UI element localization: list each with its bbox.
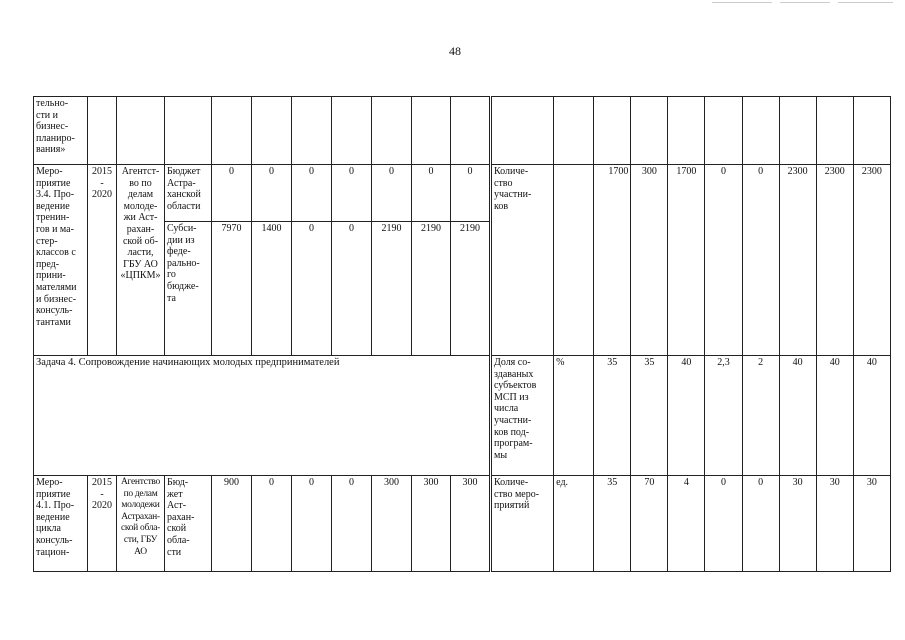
indicator-value-cell: 40 bbox=[816, 356, 853, 476]
value-cell: 0 bbox=[332, 165, 372, 222]
indicator-value-cell: 30 bbox=[816, 476, 853, 572]
indicator-value-cell: 2,3 bbox=[705, 356, 742, 476]
scan-artifact bbox=[838, 2, 893, 3]
value-cell: 0 bbox=[292, 165, 332, 222]
indicators-table bbox=[491, 96, 891, 572]
funding-source-cell: Субси- дии из феде- рально- го бюдже- та bbox=[165, 222, 212, 356]
indicator-value-cell: 300 bbox=[631, 165, 668, 356]
indicator-value-cell: 4 bbox=[668, 476, 705, 572]
value-cell: 1400 bbox=[252, 222, 292, 356]
value-cell: 0 bbox=[212, 165, 252, 222]
indicator-value-cell: 0 bbox=[742, 165, 779, 356]
value-cell: 0 bbox=[451, 165, 490, 222]
activity-name-cell: Меро- приятие 4.1. Про- ведение цикла консуль- тацион- bbox=[34, 476, 88, 572]
activity-name-cell: тельно- сти и бизнес- планиро- вания» bbox=[34, 97, 88, 165]
indicator-value-cell: 35 bbox=[631, 356, 668, 476]
indicator-value-cell: 40 bbox=[779, 356, 816, 476]
indicator-value-cell: 35 bbox=[594, 356, 631, 476]
value-cell: 2190 bbox=[412, 222, 451, 356]
table-row bbox=[492, 97, 891, 165]
executor-cell: Агентство по делам молодежи Астрахан- ской обла- сти, ГБУ АО bbox=[117, 476, 165, 572]
indicator-value-cell: 0 bbox=[742, 476, 779, 572]
indicator-value-cell: 2300 bbox=[779, 165, 816, 356]
value-cell: 0 bbox=[372, 165, 412, 222]
indicator-value-cell: 40 bbox=[853, 356, 890, 476]
table-row bbox=[34, 165, 490, 222]
indicator-value-cell: 2300 bbox=[816, 165, 853, 356]
value-cell: 0 bbox=[252, 165, 292, 222]
value-cell: 0 bbox=[292, 476, 332, 572]
table-row bbox=[34, 97, 490, 165]
unit-cell: % bbox=[554, 356, 594, 476]
value-cell: 2190 bbox=[451, 222, 490, 356]
value-cell: 300 bbox=[451, 476, 490, 572]
unit-cell: ед. bbox=[554, 476, 594, 572]
indicator-value-cell: 1700 bbox=[668, 165, 705, 356]
indicator-cell: Количе- ство меро- приятий bbox=[492, 476, 554, 572]
indicator-value-cell: 70 bbox=[631, 476, 668, 572]
indicator-value-cell: 30 bbox=[779, 476, 816, 572]
value-cell: 0 bbox=[412, 165, 451, 222]
indicator-value-cell: 0 bbox=[705, 476, 742, 572]
scan-artifact bbox=[780, 2, 830, 3]
value-cell: 300 bbox=[372, 476, 412, 572]
table-row bbox=[492, 356, 891, 476]
value-cell: 0 bbox=[332, 476, 372, 572]
task-heading: Задача 4. Сопровождение начинающих молодых предпринимателей bbox=[34, 356, 490, 476]
indicator-value-cell: 1700 bbox=[594, 165, 631, 356]
activity-name-cell: Меро- приятие 3.4. Про- ведение тренин- гов и ма- стер- классов с пред- прини- мателями и бизнес- консуль- тантами bbox=[34, 165, 88, 356]
indicator-value-cell: 30 bbox=[853, 476, 890, 572]
scan-artifact bbox=[712, 2, 772, 3]
years-cell: 2015 - 2020 bbox=[88, 165, 117, 356]
value-cell: 300 bbox=[412, 476, 451, 572]
executor-cell: Агентст- во по делам молоде- жи Аст- рахан- ской об- ласти, ГБУ АО «ЦПКМ» bbox=[117, 165, 165, 356]
table-row bbox=[34, 476, 490, 572]
value-cell: 0 bbox=[332, 222, 372, 356]
unit-cell bbox=[554, 165, 594, 356]
value-cell: 900 bbox=[212, 476, 252, 572]
value-cell: 0 bbox=[292, 222, 332, 356]
value-cell: 2190 bbox=[372, 222, 412, 356]
value-cell: 0 bbox=[252, 476, 292, 572]
page-number: 48 bbox=[449, 44, 461, 58]
funding-source-cell: Бюджет Астра- ханской области bbox=[165, 165, 212, 222]
indicator-value-cell: 35 bbox=[594, 476, 631, 572]
table-row bbox=[492, 476, 891, 572]
table-row bbox=[492, 165, 891, 356]
indicator-cell: Доля со- здаваных субъектов МСП из числа участни- ков под- програм- мы bbox=[492, 356, 554, 476]
value-cell: 7970 bbox=[212, 222, 252, 356]
indicator-value-cell: 40 bbox=[668, 356, 705, 476]
financing-table bbox=[33, 96, 490, 572]
indicator-cell: Количе- ство участни- ков bbox=[492, 165, 554, 356]
indicator-value-cell: 2300 bbox=[853, 165, 890, 356]
indicator-value-cell: 2 bbox=[742, 356, 779, 476]
funding-source-cell: Бюд- жет Аст- рахан- ской обла- сти bbox=[165, 476, 212, 572]
table-row bbox=[34, 356, 490, 476]
years-cell: 2015 - 2020 bbox=[88, 476, 117, 572]
indicator-value-cell: 0 bbox=[705, 165, 742, 356]
